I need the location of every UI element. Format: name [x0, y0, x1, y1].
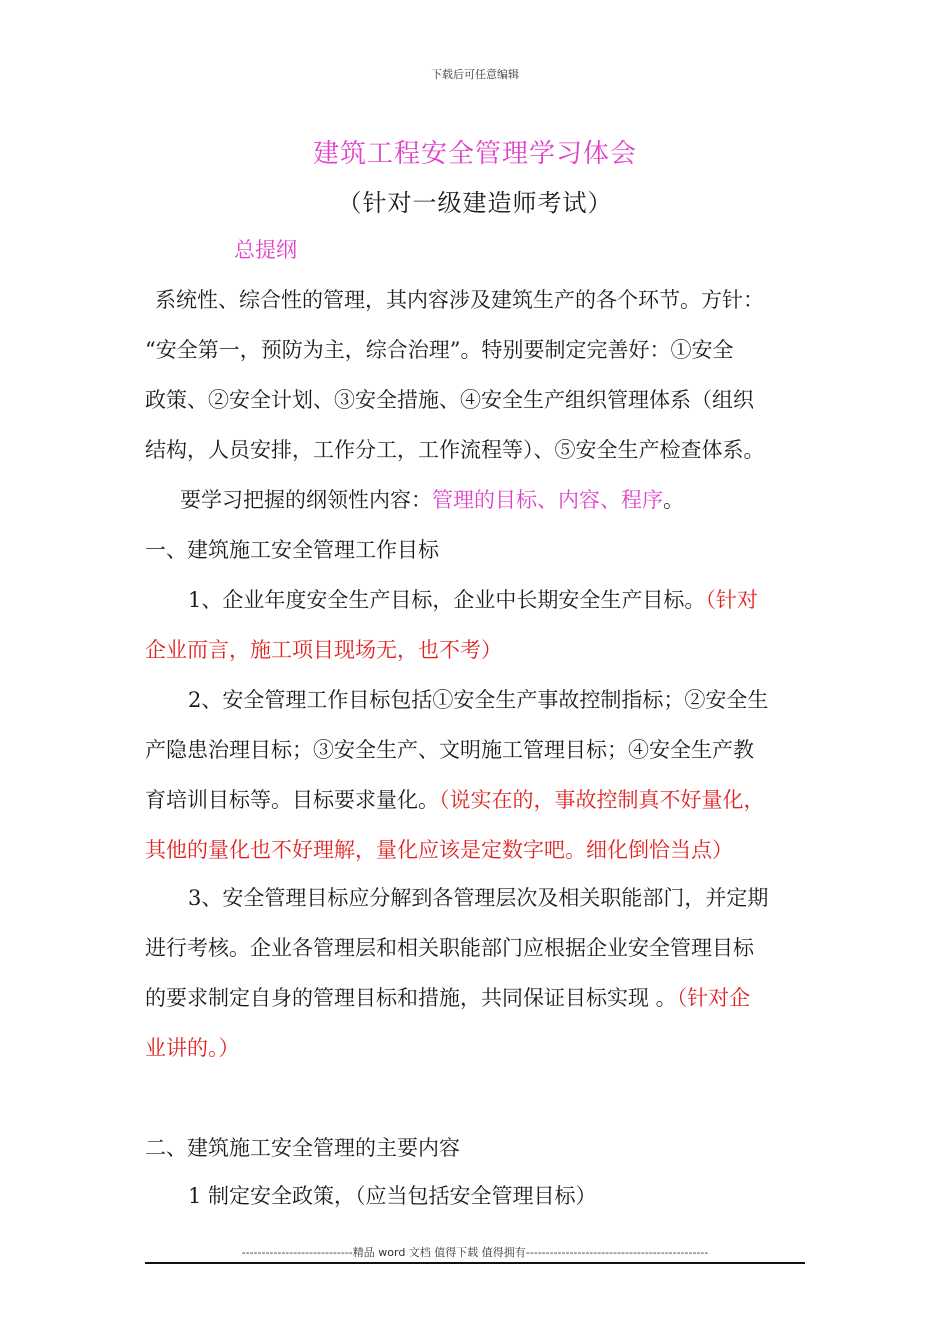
page-footer: ----------------------------精品 word 文档 值得下载 值得拥有---------------------------------------------- — [241, 1246, 709, 1259]
intro-line-4: 结构，人员安排，工作分工，工作流程等）、⑤安全生产检查体系。 — [145, 438, 765, 462]
section2-item1: 1 制定安全政策，（应当包括安全管理目标） — [188, 1184, 597, 1208]
intro-line-1: 系统性、综合性的管理，其内容涉及建筑生产的各个环节。方针： — [155, 288, 764, 312]
section1-item3-line3 — [145, 984, 815, 1012]
intro-line-3: 政策、②安全计划、③安全措施、④安全生产组织管理体系（组织 — [145, 388, 754, 412]
section2-heading: 二、建筑施工安全管理的主要内容 — [145, 1136, 460, 1160]
section1-item3-note-b: 业讲的。） — [145, 1036, 240, 1060]
outline-label: 总提纲 — [234, 238, 297, 262]
section1-item2-line2: 产隐患治理目标；③安全生产、文明施工管理目标；④安全生产教 — [145, 738, 754, 762]
section1-item1-text: 1、企业年度安全生产目标，企业中长期安全生产目标。 — [188, 588, 706, 612]
section1-item3-note-a: （针对企 — [676, 986, 751, 1010]
section1-item1-note-a: （针对 — [705, 588, 758, 612]
section1-item2-line3-text: 育培训目标等。目标要求量化。 — [145, 788, 439, 812]
section1-item3-line2: 进行考核。企业各管理层和相关职能部门应根据企业安全管理目标 — [145, 936, 754, 960]
key-content-end: 。 — [663, 488, 684, 512]
document-title: 建筑工程安全管理学习体会 — [312, 139, 637, 169]
key-content-text: 要学习把握的纲领性内容： — [180, 488, 432, 512]
section1-heading: 一、建筑施工安全管理工作目标 — [145, 538, 439, 562]
footer-divider — [145, 1262, 805, 1264]
section1-item1-note-b: 企业而言，施工项目现场无，也不考） — [145, 638, 502, 662]
section1-item3-line3-text: 的要求制定自身的管理目标和措施，共同保证目标实现 。 — [145, 986, 677, 1010]
section1-item2-note-b: 其他的量化也不好理解，量化应该是定数字吧。细化倒恰当点） — [145, 838, 733, 862]
section1-item2-note-a: （说实在的，事故控制真不好量化， — [439, 788, 765, 812]
section1-item3-line1: 3、安全管理目标应分解到各管理层次及相关职能部门，并定期 — [188, 886, 769, 910]
section1-item2-line1: 2、安全管理工作目标包括①安全生产事故控制指标；②安全生 — [188, 688, 769, 712]
intro-line-2: “安全第一，预防为主，综合治理”。特别要制定完善好：①安全 — [145, 338, 734, 362]
section1-item1-line1 — [188, 586, 858, 614]
document-subtitle: （针对一级建造师考试） — [337, 189, 613, 217]
page-header: 下载后可任意编辑 — [431, 68, 519, 81]
key-content-highlight: 管理的目标、内容、程序 — [432, 488, 663, 512]
section1-item2-line3 — [145, 786, 815, 814]
key-content-line — [180, 486, 850, 514]
